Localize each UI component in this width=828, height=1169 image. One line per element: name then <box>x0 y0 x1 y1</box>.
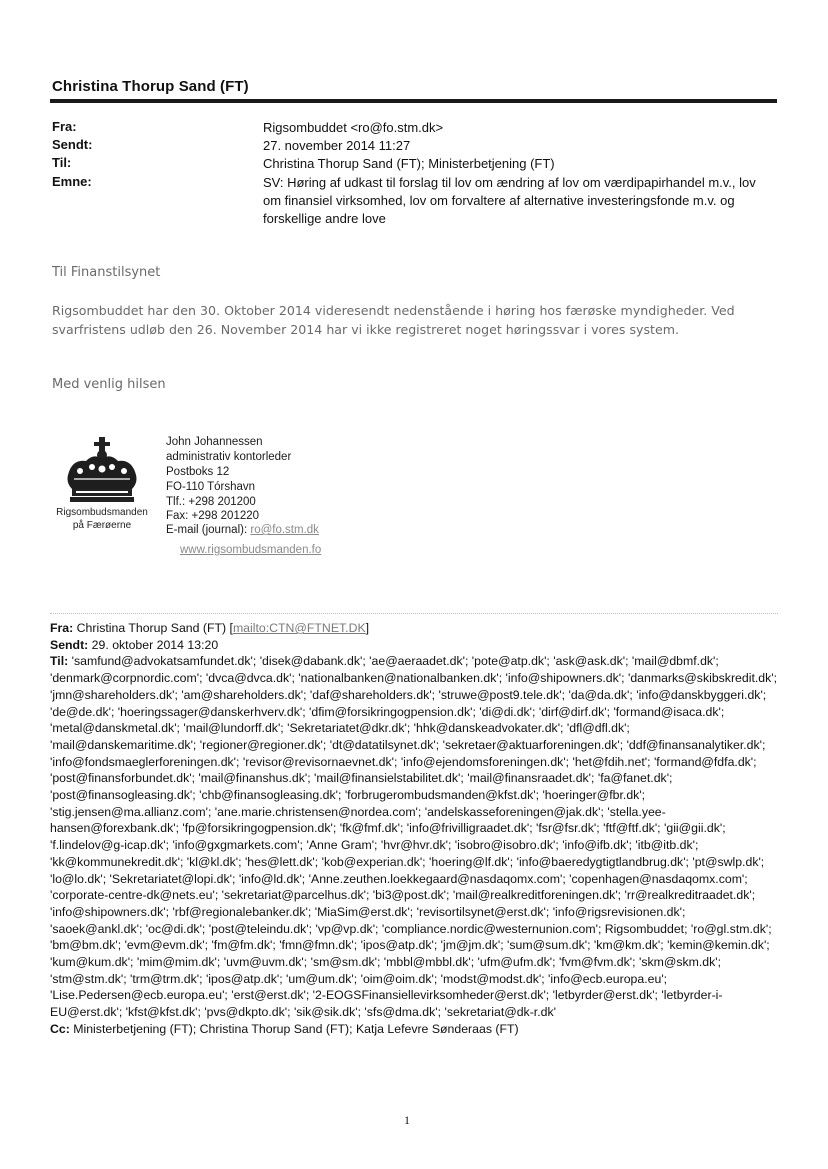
subject-value: SV: Høring af udkast til forslag til lov om ændring af lov om værdipapirhandel m.v., lov om finansiel virksomhed, lov om forvaltere af alternative investeringsfonde m.v. og forskellige andre love <box>263 175 756 226</box>
signature-address-2: FO-110 Tórshavn <box>166 481 256 493</box>
body-line-1: Rigsombuddet har den 30. Oktober 2014 videresendt nedenstående i høring hos færøske myndigheder. Ved <box>52 303 735 318</box>
forwarded-sent-value: 29. oktober 2014 13:20 <box>88 637 219 652</box>
to-label: Til: <box>52 155 72 170</box>
forward-separator <box>50 613 778 614</box>
signature-fax: Fax: +298 201220 <box>166 510 260 522</box>
to-value: Christina Thorup Sand (FT); Ministerbetjening (FT) <box>263 156 555 171</box>
forwarded-cc-row <box>50 1021 778 1038</box>
signature-address-1: Postboks 12 <box>166 466 230 478</box>
from-value: Rigsombuddet <ro@fo.stm.dk> <box>263 120 444 135</box>
signature-website-row <box>180 543 321 558</box>
signature-email-label: E-mail (journal): <box>166 524 251 536</box>
forwarded-from-mailto-link[interactable]: mailto:CTN@FTNET.DK <box>232 621 366 635</box>
crown-seal-icon <box>58 437 146 509</box>
forwarded-header <box>50 620 778 1038</box>
forwarded-cc-label: Cc: <box>50 1021 70 1036</box>
subject-label: Emne: <box>52 174 92 189</box>
forwarded-from-row <box>50 620 778 637</box>
seal-caption-line2: på Færøerne <box>72 520 132 531</box>
signature-email-link[interactable]: ro@fo.stm.dk <box>250 524 319 536</box>
forwarded-cc-value: Ministerbetjening (FT); Christina Thorup Sand (FT); Katja Lefevre Sønderaas (FT) <box>69 1021 519 1036</box>
forwarded-to-value: 'samfund@advokatsamfundet.dk'; 'disek@dabank.dk'; 'ae@aeraadet.dk'; 'pote@atp.dk'; 'ask@ask.dk'; 'mail@dbmf.dk'; 'denmark@corpnordic.com'; 'dvca@dvca.dk'; 'nationalbanken@nationalbanken.dk'; 'info@shipowners.dk'; 'danmarks@skibskredit.dk'; 'jmn@shareholders.dk'; 'am@shareholders.dk'; 'daf@shareholders.dk'; 'struwe@post9.tele.dk'; 'da@da.dk'; 'info@danskbyggeri.dk'; 'de@de.dk'; 'hoeringssager@danskerhverv.dk'; 'dfim@forsikringogpension.dk'; 'di@di.dk'; 'dirf@dirf.dk'; 'formand@isaca.dk'; 'metal@danskmetal.dk'; 'mail@lundorff.dk'; 'Sekretariatet@dkr.dk'; 'hhk@danskeadvokater.dk'; 'dfl@dfl.dk'; 'mail@danskemaritime.dk'; 'regioner@regioner.dk'; 'dt@datatilsynet.dk'; 'sekretaer@aktuarforeningen.dk'; 'ddf@finansanalytiker.dk'; 'info@fondsmaeglerforeningen.dk'; 'revisor@revisornaevnet.dk'; 'info@ejendomsforeningen.dk'; 'het@fdih.net'; 'formand@fdfa.dk'; 'post@finansforbundet.dk'; 'mail@finanshus.dk'; 'mail@finansielstabilitet.dk'; 'mail@finansraadet.dk'; 'fa@fanet.dk'; 'post@finansogleasing.dk'; 'chb@finansogleasing.dk'; 'forbrugerombudsmanden@kfst.dk'; 'hoeringer@fbr.dk'; 'stig.jensen@ma.allianz.com'; 'ane.marie.christensen@nordea.com'; 'andelskasseforeningen@jak.dk'; 'stella.yee-hansen@forexbank.dk'; 'fp@forsikringogpension.dk'; 'fk@fmf.dk'; 'info@frivilligraadet.dk'; 'fsr@fsr.dk'; 'ftf@ftf.dk'; 'gii@gii.dk'; 'f.lindelov@g-icap.dk'; 'info@gxgmarkets.com'; 'Anne Gram'; 'hvr@hvr.dk'; 'isobro@isobro.dk'; 'info@ifb.dk'; 'itb@itb.dk'; 'kk@kommunekredit.dk'; 'kl@kl.dk'; 'hes@lett.dk'; 'kob@experian.dk'; 'hoering@lf.dk'; 'info@baeredygtigtlandbrug.dk'; 'pt@swlp.dk'; 'lo@lo.dk'; 'Sekretariatet@lopi.dk'; 'info@ld.dk'; 'Anne.zeuthen.loekkegaard@nasdaqomx.com'; 'copenhagen@nasdaqomx.com'; 'corporate-centre-dk@nets.eu'; 'sekretariat@parcelhus.dk'; 'bi3@post.dk'; 'mail@realkreditforeningen.dk'; 'rr@realkreditraadet.dk'; 'info@shipowners.dk'; 'rbf@regionalebanker.dk'; 'MiaSim@erst.dk'; 'revisortilsynet@erst.dk'; 'info@rigsrevisionen.dk'; 'saoek@ankl.dk'; 'oc@di.dk'; 'post@teleindu.dk'; 'vp@vp.dk'; 'compliance.nordic@westernunion.com'; Rigsombuddet; 'ro@gl.stm.dk'; 'bm@bm.dk'; 'evm@evm.dk'; 'fm@fm.dk'; 'fmn@fmn.dk'; 'ipos@atp.dk'; 'jm@jm.dk'; 'sum@sum.dk'; 'km@km.dk'; 'kemin@kemin.dk'; 'kum@kum.dk'; 'mim@mim.dk'; 'uvm@uvm.dk'; 'sm@sm.dk'; 'mbbl@mbbl.dk'; 'ufm@ufm.dk'; 'fvm@fvm.dk'; 'skm@skm.dk'; 'stm@stm.dk'; 'trm@trm.dk'; 'ipos@atp.dk'; 'um@um.dk'; 'oim@oim.dk'; 'modst@modst.dk'; 'info@ecb.europa.eu'; 'Lise.Pedersen@ecb.europa.eu'; 'erst@erst.dk'; '2-EOGSFinansiellevirksomheder@erst.dk'; 'letbyrder@erst.dk'; 'letbyrder-i-EU@erst.dk'; 'kfst@kfst.dk'; 'pvs@dkpto.dk'; 'sik@sik.dk'; 'sfs@dma.dk'; 'sekretariat@dk-r.dk' <box>50 654 778 1020</box>
closing: Med venlig hilsen <box>52 377 166 392</box>
forwarded-to-row <box>50 653 778 1020</box>
mailbox-owner-title: Christina Thorup Sand (FT) <box>52 78 249 95</box>
sent-value: 27. november 2014 11:27 <box>263 138 411 153</box>
greeting: Til Finanstilsynet <box>52 265 161 280</box>
forwarded-sent-row <box>50 637 778 654</box>
signature-phone: Tlf.: +298 201200 <box>166 496 256 508</box>
seal-caption-line1: Rigsombudsmanden <box>56 507 148 518</box>
signature-name: John Johannessen <box>166 436 263 448</box>
signature-website-link[interactable]: www.rigsombudsmanden.fo <box>180 544 322 556</box>
forwarded-from-label: Fra: <box>50 621 74 635</box>
forwarded-sent-label: Sendt: <box>50 637 89 652</box>
forwarded-from-end: ] <box>365 621 370 635</box>
page-number: 1 <box>404 1113 410 1127</box>
forwarded-to-label: Til: <box>50 654 69 669</box>
title-divider <box>50 99 777 103</box>
from-label: Fra: <box>52 119 77 134</box>
signature-title: administrativ kontorleder <box>166 451 292 463</box>
sent-label: Sendt: <box>52 137 93 152</box>
forwarded-from-value: Christina Thorup Sand (FT) [ <box>73 621 233 635</box>
signature-email-row <box>166 523 319 538</box>
body-line-2: svarfristens udløb den 26. November 2014 har vi ikke registreret noget høringssvar i vores system. <box>52 322 680 337</box>
